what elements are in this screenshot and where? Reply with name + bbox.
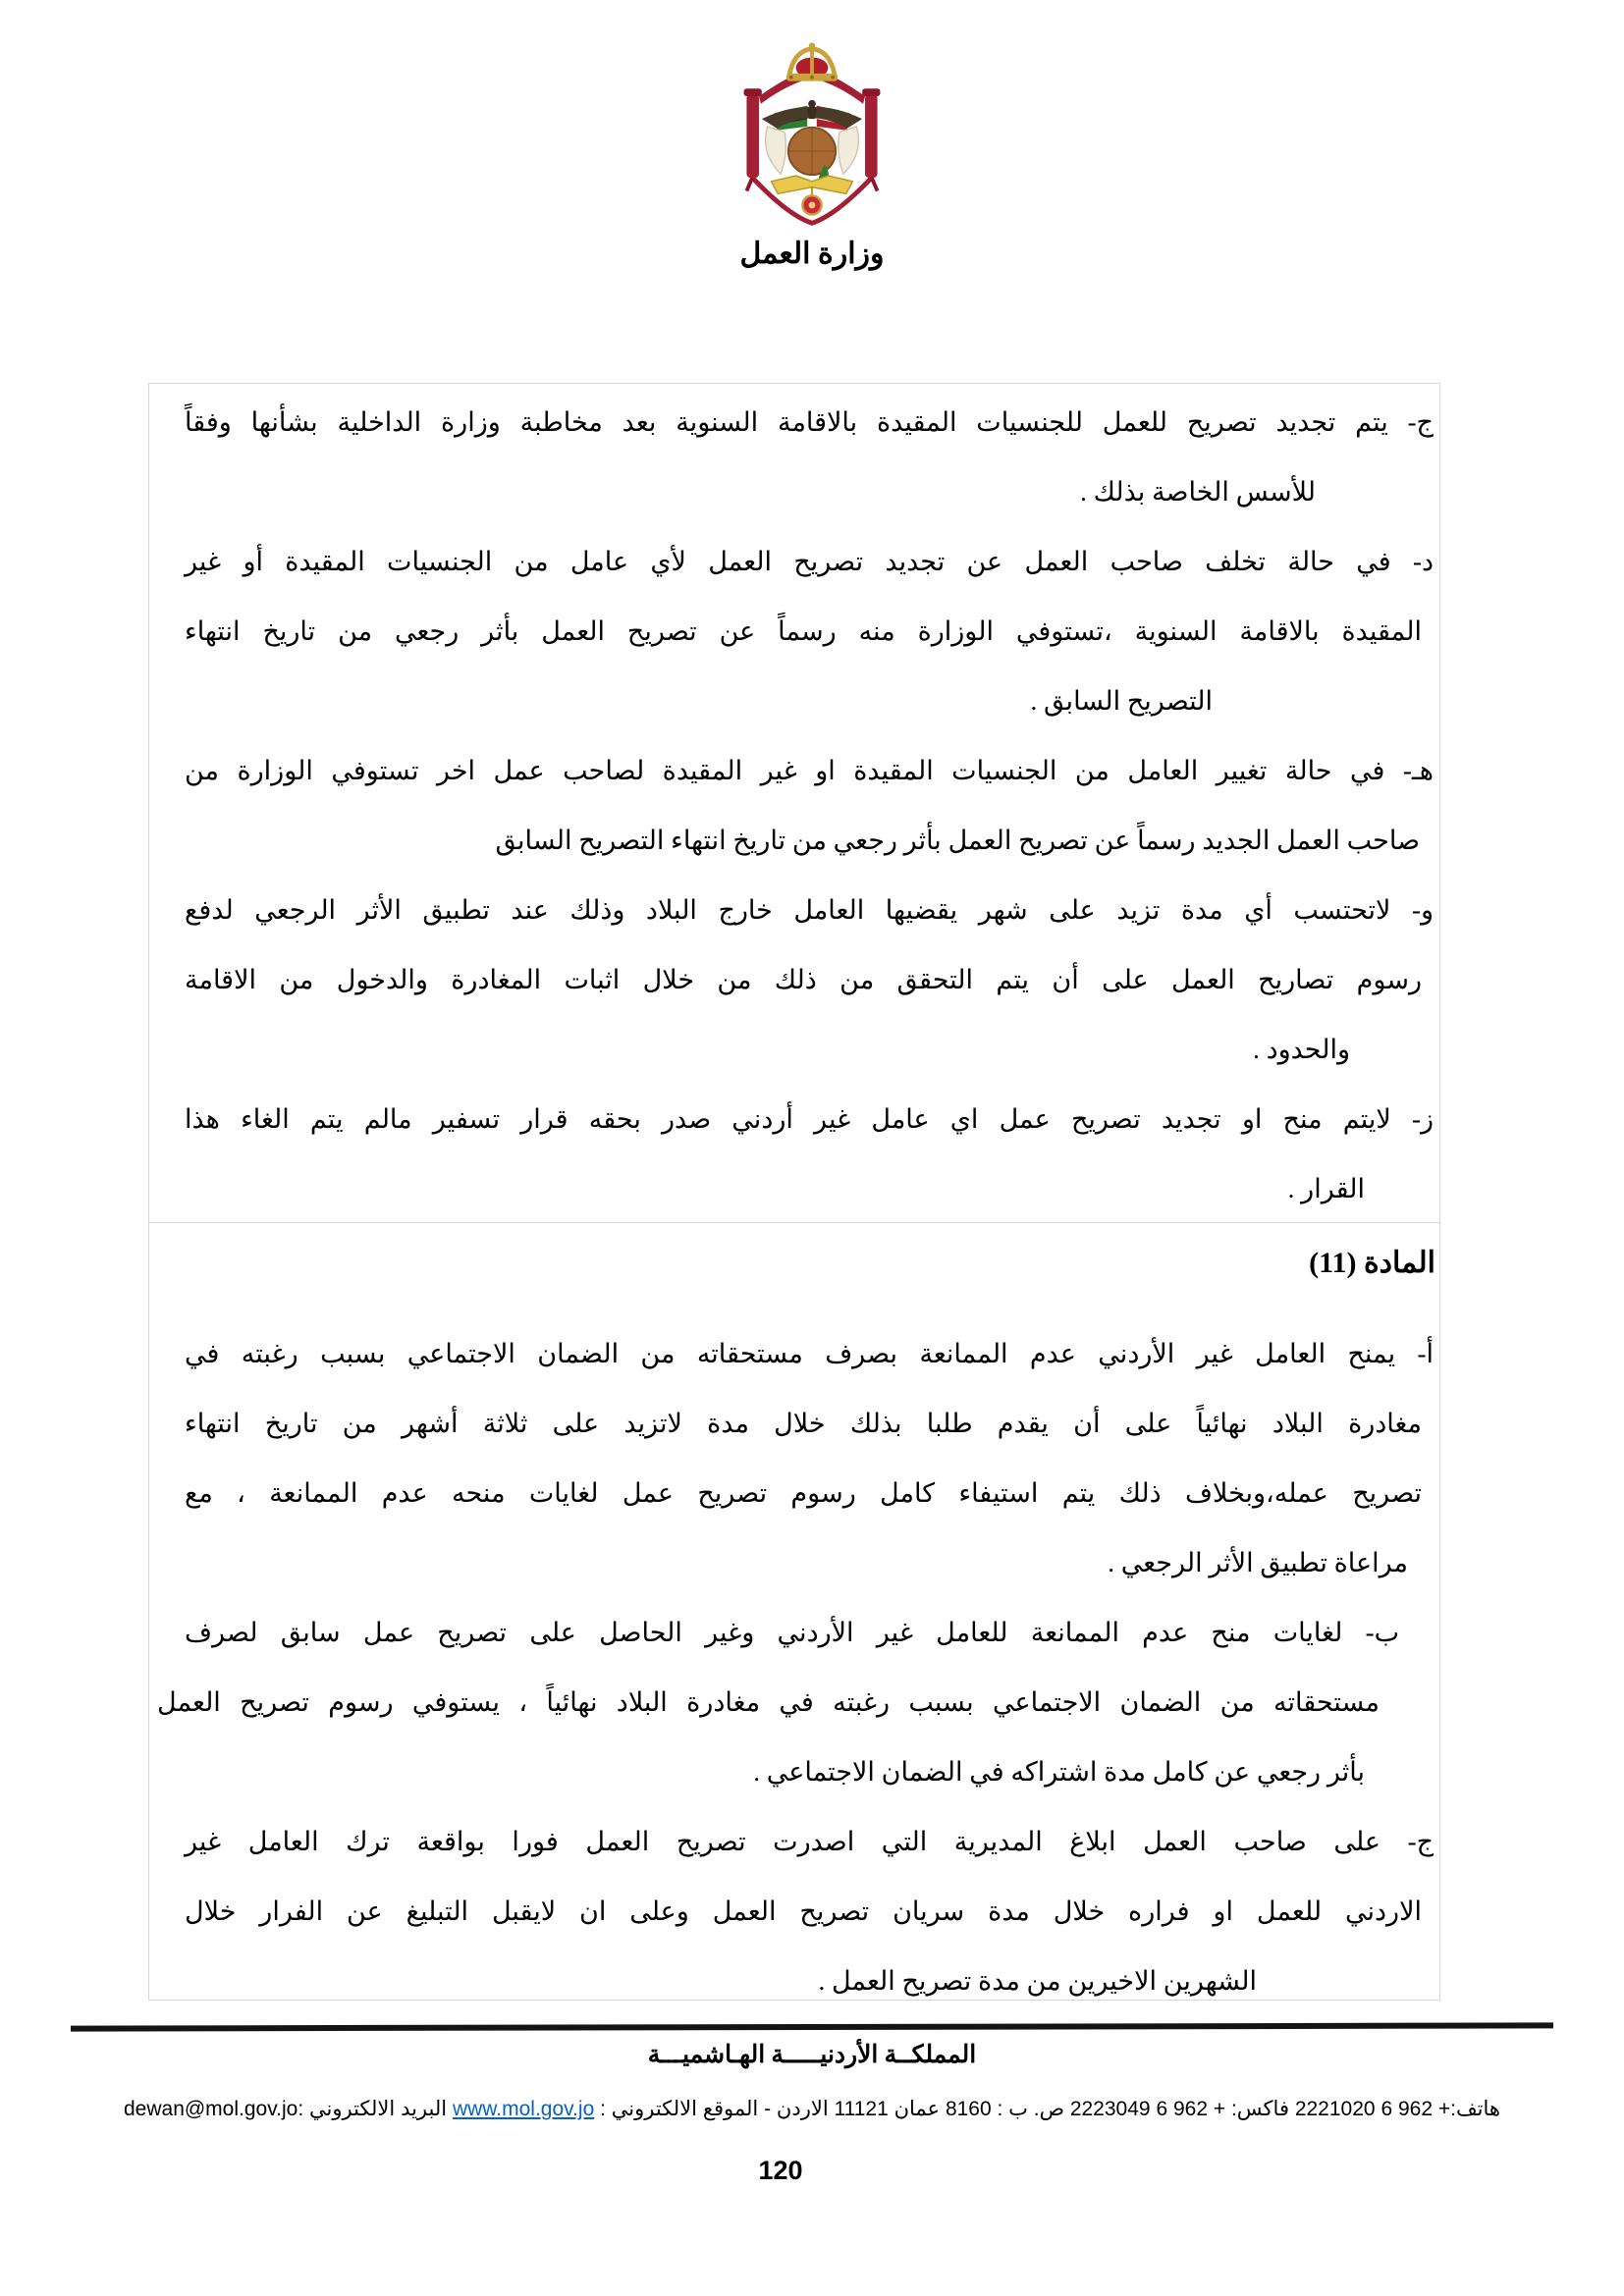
item-waw-line: رسوم تصاريح العمل على أن يتم التحقق من ذلك من خلال اثبات المغادرة والدخول من الاقامة (185, 965, 1422, 994)
item-alif-line: مغادرة البلاد نهائياً على أن يقدم طلبا بذلك خلال مدة لاتزيد على ثلاثة أشهر من تاريخ انتهاء (185, 1409, 1422, 1438)
article-11-heading: المادة (11) (1309, 1247, 1435, 1279)
globe-shield (788, 128, 836, 184)
regulation-box-1 (148, 383, 1440, 1223)
footer-contact-line (0, 2097, 1624, 2121)
item-ha-line: هـ- في حالة تغيير العامل من الجنسيات المقيدة او غير المقيدة لصاحب عمل اخر تستوفي الوزارة من (185, 756, 1434, 785)
item-alif-line: أ- يمنح العامل غير الأردني عدم الممانعة بصرف مستحقاته من الضمان الاجتماعي بسبب رغبته في (185, 1339, 1434, 1368)
article-11-box (148, 1223, 1440, 2001)
email-text: dewan@mol.gov.jo (123, 2098, 298, 2120)
item-ha-line: صاحب العمل الجديد رسماً عن تصريح العمل بأثر رجعي من تاريخ انتهاء التصريح السابق (495, 826, 1420, 855)
item-waw-line: و- لاتحتسب أي مدة تزيد على شهر يقضيها العامل خارج البلاد وذلك عند تطبيق الأثر الرجعي لدفع (185, 895, 1434, 925)
item-alif-line: مراعاة تطبيق الأثر الرجعي . (1108, 1548, 1408, 1577)
item-ba-line: ب- لغايات منح عدم الممانعة للعامل غير الأردني وغير الحاصل على تصريح عمل سابق لصرف (185, 1618, 1399, 1647)
item-ba-line: مستحقاته من الضمان الاجتماعي بسبب رغبته في مغادرة البلاد نهائياً ، يستوفي رسوم تصريح العمل (157, 1687, 1380, 1717)
ministry-title: وزارة العمل (739, 238, 885, 270)
item-zay-line: القرار . (1287, 1174, 1365, 1203)
item-dal-line: د- في حالة تخلف صاحب العمل عن تجديد تصريح العمل لأي عامل من الجنسيات المقيدة أو غير (185, 547, 1434, 576)
item-dal-line: المقيدة بالاقامة السنوية ،تستوفي الوزارة منه رسماً عن تصريح العمل بأثر رجعي من تاريخ انتهاء (185, 616, 1422, 646)
item-ba-line: بأثر رجعي عن كامل مدة اشتراكه في الضمان الاجتماعي . (753, 1757, 1365, 1787)
contact-info-text: هاتف:+ 962 6 2221020 فاكس: + 962 6 2223049 ص. ب : 8160 عمان 11121 الاردن - الموقع الالكتروني : (594, 2098, 1501, 2120)
item-jeem-line: للأسس الخاصة بذلك . (1080, 477, 1316, 507)
crown-icon (786, 42, 838, 80)
item-jeem-line: ج- يتم تجديد تصريح للعمل للجنسيات المقيدة بالاقامة السنوية بعد مخاطبة وزارة الداخلية بشأنها وفقاً (185, 407, 1434, 437)
item-zay-line: ز- لايتم منح او تجديد تصريح عمل اي عامل غير أردني صدر بحقه قرار تسفير مالم يتم الغاء هذا (185, 1104, 1434, 1134)
item-waw-line: والحدود . (1253, 1035, 1350, 1064)
eagle-icon (762, 100, 862, 129)
item-alif-line: تصريح عمله،وبخلاف ذلك يتم استيفاء كامل رسوم تصريح عمل لغايات منحه عدم الممانعة ، مع (185, 1478, 1422, 1508)
item-dal-line: التصريح السابق . (1030, 686, 1213, 716)
kingdom-title: المملكــة الأردنيـــــة الهـاشميـــة (647, 2042, 977, 2068)
item-jeem2-line: الشهرين الاخيرين من مدة تصريح العمل . (818, 1966, 1257, 1996)
item-jeem2-line: ج- على صاحب العمل ابلاغ المديرية التي اصدرت تصريح العمل فورا بواقعة ترك العامل غير (185, 1827, 1434, 1856)
medal-icon (802, 187, 821, 215)
page-number: 120 (758, 2156, 803, 2185)
email-label: البريد الالكتروني : (298, 2098, 453, 2120)
jordan-coat-of-arms-logo (731, 37, 893, 236)
footer-divider-rule (71, 2022, 1553, 2031)
item-jeem2-line: الاردني للعمل او فراره خلال مدة سريان تصريح العمل وعلى ان لايقبل التبليغ عن الفرار خلال (185, 1896, 1422, 1926)
website-link[interactable]: www.mol.gov.jo (452, 2098, 595, 2120)
